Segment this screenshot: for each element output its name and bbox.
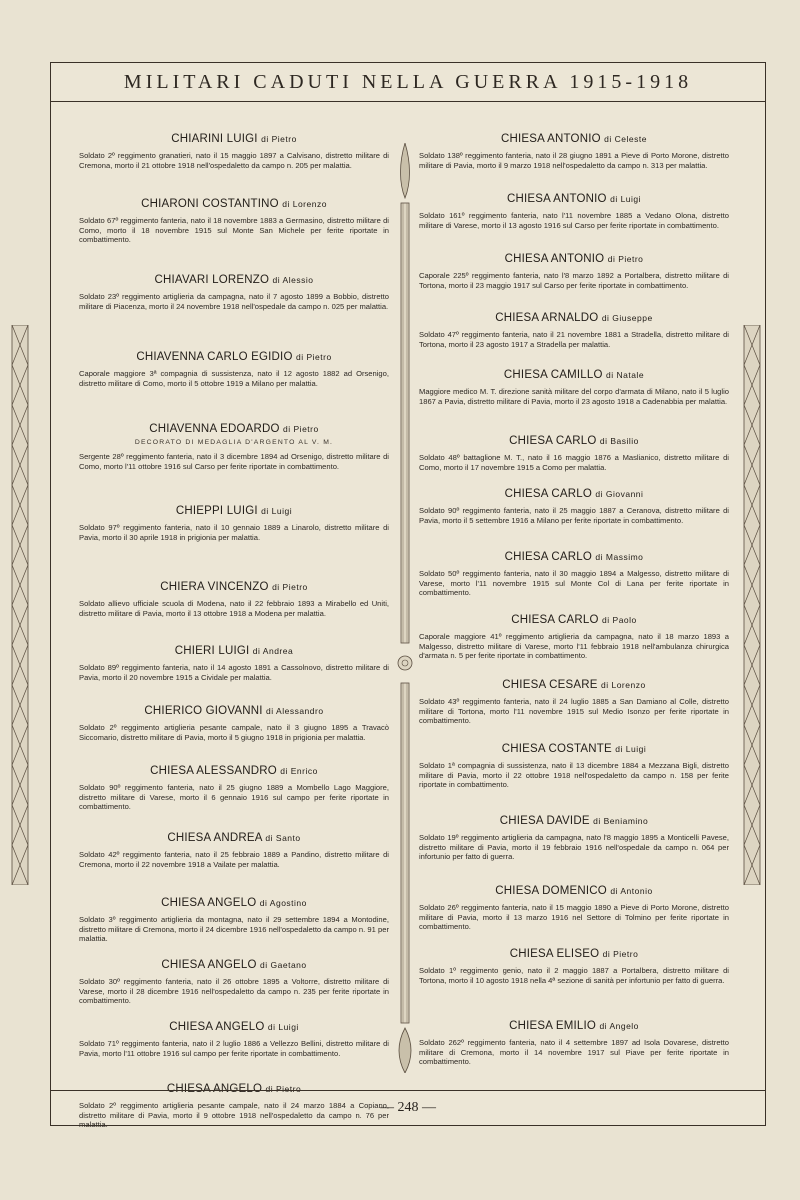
entry-name: CHIESA ANGELO <box>161 897 257 909</box>
entry <box>419 435 729 472</box>
page-title: MILITARI CADUTI NELLA GUERRA 1915-1918 <box>123 70 693 93</box>
entry-name: CHIESA CAMILLO <box>503 369 603 381</box>
entry-father: di Angelo <box>599 1021 639 1031</box>
entry-name: CHIESA CARLO <box>504 551 592 563</box>
entry-text: Soldato 19º reggimento artiglieria da campagna, nato l'8 maggio 1895 a Monticelli Pavese, distretto militare di Pavia, morto il 19 febbraio 1916 nell'ospedale da campo n. 064 per infortunio per fatto di guerra. <box>419 833 729 862</box>
entry-father: di Agostino <box>259 898 307 908</box>
entry-text: Soldato 90º reggimento fanteria, nato il 25 maggio 1887 a Ceranova, distretto militare di Pavia, morto il 5 settembre 1916 a Milano per ferite riportate in combattimento. <box>419 506 729 525</box>
entry <box>79 133 389 170</box>
entry-text: Soldato 43º reggimento fanteria, nato il 24 luglio 1885 a San Damiano al Colle, distretto militare di Tortona, morto l'11 novembre 1915 sul Medio Isonzo per ferite riportate in combattimento. <box>419 697 729 726</box>
entry-name: CHIESA ANTONIO <box>506 193 607 205</box>
entry-name: CHIESA CARLO <box>504 488 592 500</box>
entry-father: di Luigi <box>615 744 647 754</box>
right-lattice-ornament-icon <box>738 325 766 885</box>
entry-name: CHIESA CARLO <box>509 435 597 447</box>
entry-name: CHIAVARI LORENZO <box>154 274 270 286</box>
entry-name: CHIESA DOMENICO <box>495 885 607 897</box>
entry <box>419 369 729 406</box>
entry-father: di Alessandro <box>266 706 324 716</box>
entry-text: Soldato 138º reggimento fanteria, nato il 28 giugno 1891 a Pieve di Porto Morone, distretto militare di Pavia, morto il 9 marzo 1918 nell'ospedaletto da campo n. 313 per malattia. <box>419 151 729 170</box>
entry <box>419 253 729 290</box>
entry-father: di Pietro <box>272 582 308 592</box>
entry-name: CHIAVENNA EDOARDO <box>149 423 280 435</box>
entry-father: di Antonio <box>610 886 653 896</box>
entry-name: CHIESA DAVIDE <box>499 815 590 827</box>
entry-text: Sergente 28º reggimento fanteria, nato il 3 dicembre 1894 ad Orsenigo, distretto militare di Como, morto l'11 ottobre 1916 sul Carso per ferite riportate in combattimento. <box>79 452 389 471</box>
entry-name: CHIESA ANGELO <box>166 1083 263 1095</box>
entry-name: CHIESA ANDREA <box>167 832 263 844</box>
entry-father: di Enrico <box>280 766 318 776</box>
entry <box>419 679 729 726</box>
entry <box>79 1021 389 1058</box>
entry-father: di Lorenzo <box>282 199 327 209</box>
entry <box>79 705 389 742</box>
fasces-ornament-icon <box>397 143 413 1073</box>
entry <box>419 815 729 862</box>
entry-text: Soldato 71º reggimento fanteria, nato il 2 luglio 1886 a Vellezzo Bellini, distretto militare di Pavia, morto l'11 ottobre 1916 sul campo per ferite riportate in combattimento. <box>79 1039 389 1058</box>
entry-name: CHIESA ANGELO <box>169 1021 265 1033</box>
entry-text: Soldato 47º reggimento fanteria, nato il 21 novembre 1881 a Stradella, distretto militare di Tortona, morto il 23 agosto 1917 a Stradella per malattia. <box>419 330 729 349</box>
entry-text: Soldato 90º reggimento fanteria, nato il 25 giugno 1889 a Mombello Lago Maggiore, distretto militare di Varese, morto il 6 gennaio 1916 sul campo per ferite riportate in combattimento. <box>79 783 389 812</box>
entry-father: di Giuseppe <box>601 313 653 323</box>
entry-name: CHIESA COSTANTE <box>501 743 612 755</box>
entry-text: Soldato allievo ufficiale scuola di Modena, nato il 22 febbraio 1893 a Mirabello ed Uniti, distretto militare di Pavia, morto il 13 ottobre 1918 a Modena per malattia. <box>79 599 389 618</box>
page-header <box>51 63 765 102</box>
entry-father: di Beniamino <box>593 816 649 826</box>
entry-father: di Basilio <box>599 436 639 446</box>
entry <box>419 1020 729 1067</box>
entry-name: CHIESA ARNALDO <box>495 312 599 324</box>
entry-father: di Pietro <box>283 424 319 434</box>
entry-father: di Luigi <box>261 506 293 516</box>
entry-name: CHIESA ANTONIO <box>501 133 601 145</box>
left-lattice-ornament-icon <box>6 325 34 885</box>
entry <box>419 948 729 985</box>
entry-father: di Paolo <box>602 615 637 625</box>
entry-text: Soldato 2º reggimento granatieri, nato il 15 maggio 1897 a Calvisano, distretto militare di Cremona, morto il 21 ottobre 1918 nell'ospedaletto da campo n. 205 per malattia. <box>79 151 389 170</box>
page-frame <box>50 62 766 1130</box>
entry-name: CHIESA ANGELO <box>161 959 257 971</box>
entry <box>79 351 389 388</box>
entry-father: di Pietro <box>296 352 332 362</box>
entry-text: Soldato 1ª compagnia di sussistenza, nato il 13 dicembre 1884 a Mezzana Bigli, distretto militare di Pavia, morto il 22 ottobre 1918 nell'ospedaletto da campo n. 158 per ferite riportate in combattimento. <box>419 761 729 790</box>
entry-name: CHIESA CARLO <box>511 614 599 626</box>
entry <box>419 193 729 230</box>
entry-name: CHIESA ELISEO <box>509 948 600 960</box>
entry <box>419 551 729 598</box>
entry-text: Soldato 3º reggimento artiglieria da montagna, nato il 29 settembre 1894 a Montodine, distretto militare di Cremona, morto il 24 dicembre 1916 nell'ospedaletto da campo n. 91 per malattia. <box>79 915 389 944</box>
entry-text: Caporale maggiore 41º reggimento artiglieria da campagna, nato il 18 marzo 1893 a Malgesso, distretto militare di Varese, morto l'11 febbraio 1918 nell'ambulanza chirurgica d'armata n. 5 per ferite riportate in combattimento. <box>419 632 729 661</box>
entry-text: Soldato 161º reggimento fanteria, nato l'11 novembre 1885 a Vedano Olona, distretto militare di Varese, morto il 13 agosto 1916 sul Carso per ferite riportate in combattimento. <box>419 211 729 230</box>
entry-name: CHIERA VINCENZO <box>160 581 269 593</box>
entry-father: di Luigi <box>610 194 642 204</box>
entry <box>79 645 389 682</box>
page-number: — 248 — <box>380 1100 436 1115</box>
entry-name: CHIERICO GIOVANNI <box>144 705 263 717</box>
entry-father: di Pietro <box>607 254 644 264</box>
entry <box>79 765 389 812</box>
entry-father: di Pietro <box>261 134 297 144</box>
entry <box>79 897 389 944</box>
entry <box>419 488 729 525</box>
entry <box>79 505 389 542</box>
entry <box>79 423 389 471</box>
entry <box>79 198 389 245</box>
entry-name: CHIESA EMILIO <box>509 1020 597 1032</box>
page-footer <box>51 1090 765 1125</box>
entry-text: Soldato 30º reggimento fanteria, nato il 26 ottobre 1895 a Voltorre, distretto militare di Varese, morto il 28 dicembre 1916 nell'ospedaletto da campo n. 235 per ferite riportate in combattimento. <box>79 977 389 1006</box>
entry-text: Soldato 26º reggimento fanteria, nato il 15 maggio 1890 a Pieve di Porto Morone, distretto militare di Pavia, morto il 13 marzo 1916 nel Settore di Tolmino per ferite riportate in combattimento. <box>419 903 729 932</box>
entry <box>79 959 389 1006</box>
entry <box>79 832 389 869</box>
entry-text: Soldato 42º reggimento fanteria, nato il 25 febbraio 1889 a Pandino, distretto militare di Cremona, morto il 22 novembre 1918 a Vailate per malattia. <box>79 850 389 869</box>
entry-text: Soldato 48º battaglione M. T., nato il 16 maggio 1876 a Maslianico, distretto militare di Como, morto il 17 novembre 1915 a Como per malattia. <box>419 453 729 472</box>
entry-father: di Luigi <box>267 1022 299 1032</box>
entry-text: Maggiore medico M. T. direzione sanità militare del corpo d'armata di Milano, nato il 5 luglio 1867 a Pavia, distretto militare di Pavia, morto il 23 agosto 1918 a Cadenabbia per malattia. <box>419 387 729 406</box>
entry-text: Soldato 50º reggimento fanteria, nato il 30 maggio 1894 a Malgesso, distretto militare di Varese, morto l'11 novembre 1915 sul Monte Col di Lana per ferite riportate in combattimento. <box>419 569 729 598</box>
entry <box>419 885 729 932</box>
entry-father: di Giovanni <box>595 489 644 499</box>
entry-name: CHIAVENNA CARLO EGIDIO <box>136 351 293 363</box>
entry-father: di Lorenzo <box>600 680 646 690</box>
entry <box>79 581 389 618</box>
entry-father: di Massimo <box>595 552 644 562</box>
entry-father: di Santo <box>265 833 301 843</box>
entry-text: Soldato 2º reggimento artiglieria pesante campale, nato il 3 giugno 1895 a Travacò Siccomario, distretto militare di Pavia, morto il 5 giugno 1918 in prigionia per malattia. <box>79 723 389 742</box>
entry-text: Soldato 1º reggimento genio, nato il 2 maggio 1887 a Portalbera, distretto militare di Tortona, morto il 10 agosto 1918 nella 4ª sezione di sanità per infortunio per fatto di guerra. <box>419 966 729 985</box>
entry <box>419 614 729 661</box>
entry-name: CHIESA CESARE <box>502 679 598 691</box>
entry <box>79 274 389 311</box>
entry-father: di Andrea <box>252 646 294 656</box>
entry-father: di Natale <box>606 370 645 380</box>
entry-text: Caporale maggiore 3ª compagnia di sussistenza, nato il 12 agosto 1882 ad Orsenigo, distretto militare di Como, morto il 5 ottobre 1919 a Milano per malattia. <box>79 369 389 388</box>
entry-father: di Pietro <box>602 949 639 959</box>
entry-text: Soldato 89º reggimento fanteria, nato il 14 agosto 1891 a Cassolnovo, distretto militare di Pavia, morto il 20 novembre 1915 a Cividale per malattia. <box>79 663 389 682</box>
entry-name: CHIARONI COSTANTINO <box>141 198 279 210</box>
entry-text: Soldato 262º reggimento fanteria, nato il 4 settembre 1897 ad Isola Dovarese, distretto militare di Cremona, morto il 14 novembre 1917 sul Piave per ferite riportate in combattimento. <box>419 1038 729 1067</box>
entry <box>419 133 729 170</box>
entry-name: CHIESA ALESSANDRO <box>150 765 277 777</box>
entry-text: Soldato 97º reggimento fanteria, nato il 10 gennaio 1889 a Linarolo, distretto militare di Pavia, morto il 30 aprile 1918 in prigionia per malattia. <box>79 523 389 542</box>
entry-father: di Gaetano <box>260 960 307 970</box>
entry-father: di Alessio <box>272 275 314 285</box>
entry-name: CHIESA ANTONIO <box>504 253 605 265</box>
entry-father: di Celeste <box>604 134 647 144</box>
entry-text: Soldato 67º reggimento fanteria, nato il 18 novembre 1883 a Germasino, distretto militare di Como, morto il 18 novembre 1915 sul Monte San Michele per ferite riportate in combattimento. <box>79 216 389 245</box>
entry-father: di Pietro <box>265 1084 302 1094</box>
entry-name: CHIERI LUIGI <box>174 645 250 657</box>
entry-text: Soldato 2º reggimento artiglieria pesante campale, nato il 24 marzo 1884 a Copiano, distretto militare di Pavia, morto il 9 ottobre 1918 nell'ospedaletto da campo n. 76 per malattia. <box>79 1101 389 1130</box>
entry-text: Caporale 225º reggimento fanteria, nato l'8 marzo 1892 a Portalbera, distretto militare di Tortona, morto il 23 maggio 1917 sul Carso per ferite riportate in combattimento. <box>419 271 729 290</box>
entry-text: Soldato 23º reggimento artiglieria da campagna, nato il 7 agosto 1899 a Bobbio, distretto militare di Piacenza, morto il 24 novembre 1918 nell'ospedale da campo n. 025 per malattia. <box>79 292 389 311</box>
entry <box>419 743 729 790</box>
entry-name: CHIARINI LUIGI <box>171 133 258 145</box>
entry-decoration: DECORATO DI MEDAGLIA D'ARGENTO AL V. M. <box>134 439 334 446</box>
entry <box>419 312 729 349</box>
entry-name: CHIEPPI LUIGI <box>175 505 258 517</box>
